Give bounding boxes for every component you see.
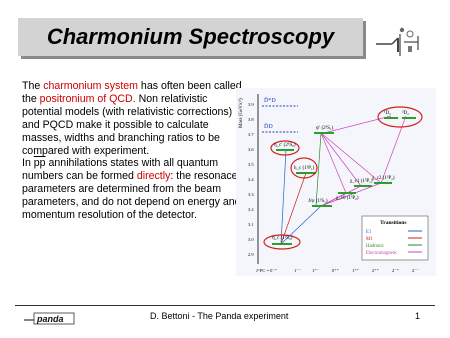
legend-item-label: E1: [366, 230, 372, 235]
state-label: χ_c2 (1³P₂): [372, 176, 395, 181]
state-label: η_c′ (2¹S₀): [274, 143, 296, 148]
state-label: ψ′ (2³S₁): [316, 126, 334, 131]
body-text-pbar: $\overline{pp}$: [33, 157, 46, 170]
diagram-y-axis-label: Mass (GeV/c²): [239, 98, 244, 128]
body-text-run: Non relativistic potential models (with relativistic corrections) and PQCD make it possible to calculate masses, widths and branching ratios to be compared with experiment.: [22, 92, 233, 157]
state-label: ¹D₂: [384, 111, 391, 116]
body-text-highlight: positronium of QCD.: [39, 92, 136, 105]
transition-arrow: [324, 116, 391, 133]
state-label: J/ψ (1³S₁): [308, 199, 328, 204]
y-tick-label: 3.4: [248, 177, 254, 182]
slide-title: Charmonium Spectroscopy: [46, 24, 335, 49]
y-tick-label: 3.7: [248, 132, 254, 137]
body-text-highlight: directly: [136, 170, 171, 183]
x-axis-label: 1⁻⁻: [294, 268, 302, 273]
body-text-run: In: [22, 157, 34, 170]
y-tick-label: 3.2: [248, 207, 254, 212]
transition-arrow: [281, 173, 306, 244]
legend-item-label: M1: [366, 237, 373, 242]
slide-body-text: [22, 80, 244, 222]
footer-divider: [15, 305, 435, 306]
body-text-run: The: [22, 80, 44, 92]
threshold-label: D̄D: [264, 124, 273, 130]
x-axis-label: 1⁺⁺: [352, 268, 360, 273]
x-axis-label: 1⁺⁻: [312, 268, 320, 273]
panda-detector-logo: [372, 22, 428, 62]
body-text-highlight: charmonium system: [43, 80, 138, 92]
x-axis-label: 2⁻⁻: [412, 268, 420, 273]
y-tick-label: 3.5: [248, 162, 254, 167]
y-tick-label: 3.0: [248, 237, 254, 242]
legend-title: Transitions: [380, 220, 407, 226]
body-text-run: has often been called the: [22, 80, 242, 105]
transition-arrow: [321, 133, 346, 193]
panda-footer-logo: [22, 308, 78, 328]
state-label: η_c (1¹S₀): [272, 236, 293, 241]
body-text-run: annihilations states with all quantum numbers can be formed: [22, 157, 219, 183]
state-label: h_c (1¹P₁): [294, 166, 315, 171]
y-tick-label: 3.3: [248, 192, 254, 197]
state-label: χ_c1 (1³P₁): [350, 179, 373, 184]
y-tick-label: 3.9: [248, 102, 254, 107]
x-axis-label: 2⁻⁺: [392, 268, 400, 273]
state-label: χ_c0 (1³P₀): [336, 196, 359, 201]
body-text-run: : the resonace parameters are determined from the beam parameters, and do not depend on energy and momentum resolution of the detector.: [22, 170, 241, 222]
page-number: 1: [415, 311, 421, 321]
x-axis-label: 0⁺⁺: [332, 268, 340, 273]
state-label: ³D₂: [402, 111, 409, 116]
legend-item-label: Hadronic: [366, 244, 384, 249]
x-axis-label: 2⁺⁺: [372, 268, 380, 273]
y-tick-label: 3.1: [248, 222, 254, 227]
y-tick-label: 3.8: [248, 117, 254, 122]
logo-text: panda: [37, 314, 64, 324]
title-box: [18, 18, 363, 56]
y-tick-label: 2.9: [248, 252, 254, 257]
y-tick-label: 3.6: [248, 147, 254, 152]
threshold-label: D̄*D: [264, 98, 276, 104]
x-axis-label: J^PC = 0⁻⁺: [256, 268, 278, 273]
footer-text: D. Bettoni - The Panda experiment: [150, 311, 289, 321]
charmonium-level-diagram: [236, 88, 436, 276]
legend-item-label: Electromagnetic: [366, 251, 398, 256]
transition-arrow: [281, 150, 286, 244]
